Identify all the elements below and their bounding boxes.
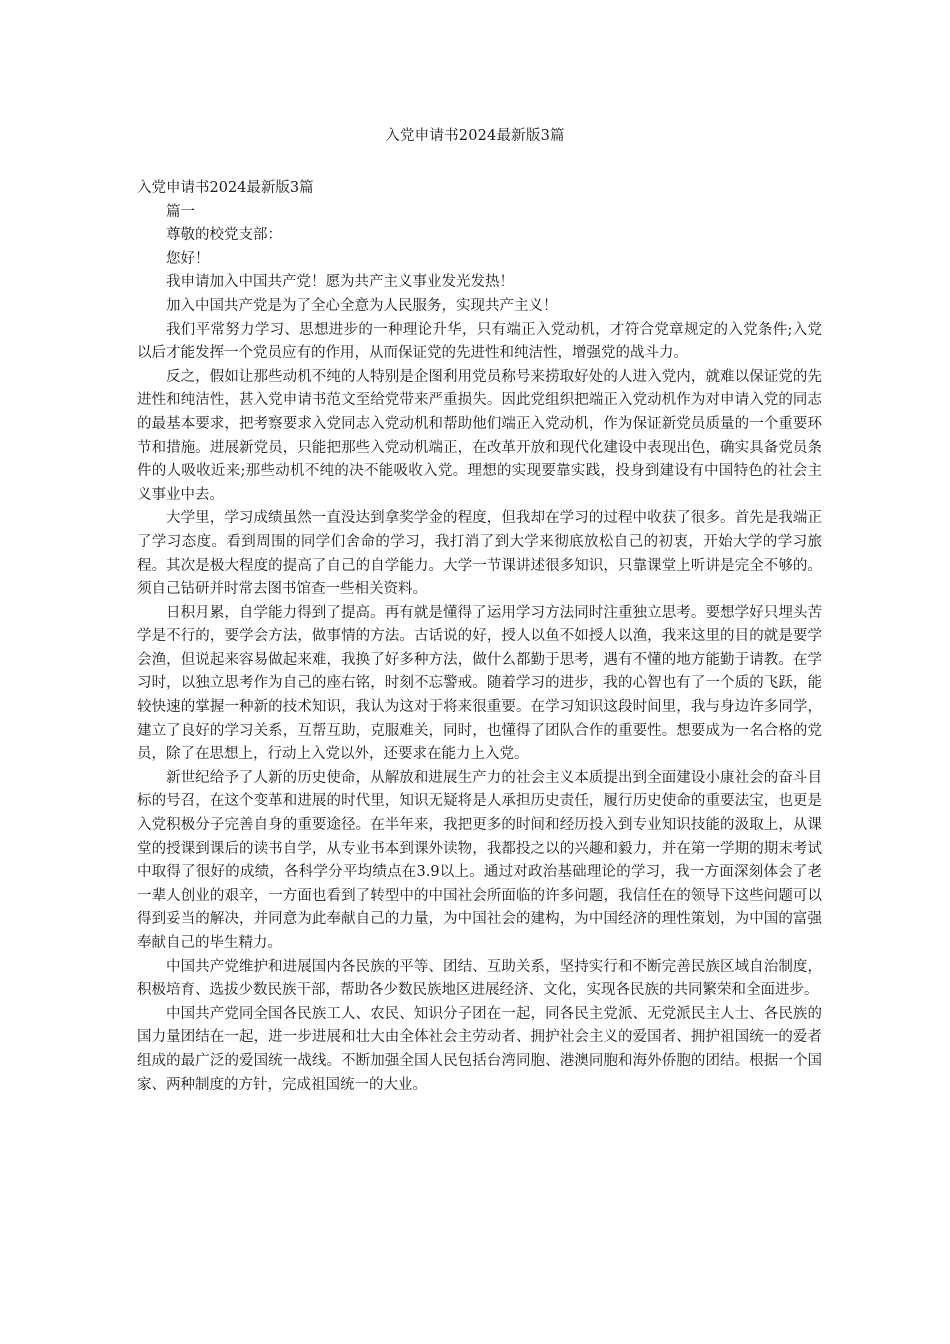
paragraph: 加入中国共产党是为了全心全意为人民服务，实现共产主义！ [166, 297, 558, 314]
salutation: 尊敬的校党支部： [166, 227, 282, 244]
paragraph: 反之，假如让那些动机不纯的人特别是企图利用党员称号来捞取好处的人进入党内，就难以保证党的先进性和纯洁性，甚入党申请书范文至给党带来严重损失。因此党组织把端正入党动机作为对申请入党的同志的最基本要求，把考察要求入党同志入党动机和帮助他们端正入党动机，作为保证新党员质量的一个重要环节和措施。进展新党员，只能把那些入党动机端正，在改革开放和现代化建设中表现出色，确实具备党员条件的人吸收近来;那些动机不纯的决不能吸收入党。理想的实现要靠实践，投身到建设有中国特色的社会主义事业中去。 [137, 368, 822, 503]
paragraph: 我们平常努力学习、思想进步的一种理论升华，只有端正入党动机，才符合党章规定的入党条件;入党以后才能发挥一个党员应有的作用，从而保证党的先进性和纯洁性，增强党的战斗力。 [137, 321, 822, 362]
paragraph: 我申请加入中国共产党！愿为共产主义事业发光发热！ [166, 274, 514, 291]
paragraph: 中国共产党同全国各民族工人、农民、知识分子团在一起，同各民主党派、无党派民主人士、各民族的国力量团结在一起，进一步进展和壮大由全体社会主劳动者、拥护社会主义的爱国者、拥护祖国统一的爱者组成的最广泛的爱国统一战线。不断加强全国人民包括台湾同胞、港澳同胞和海外侨胞的团结。根据一个国家、两种制度的方针，完成祖国统一的大业。 [137, 1005, 822, 1093]
paragraph: 中国共产党维护和进展国内各民族的平等、团结、互助关系，坚持实行和不断完善民族区域自治制度，积极培育、选拔少数民族干部，帮助各少数民族地区进展经济、文化，实现各民族的共同繁荣和全面进步。 [137, 958, 822, 999]
document-title: 入党申请书2024最新版3篇 [385, 128, 565, 144]
paragraph: 大学里，学习成绩虽然一直没达到拿奖学金的程度，但我却在学习的过程中收获了很多。首先是我端正了学习态度。看到周围的同学们舍命的学习，我打消了到大学来彻底放松自己的初衷，开始大学的学习旅程。其次是极大程度的提高了自己的自学能力。大学一节课讲述很多知识，只靠课堂上听讲是完全不够的。须自己钻研并时常去图书馆查一些相关资料。 [137, 510, 822, 598]
document-body [137, 177, 822, 1097]
paragraph: 日积月累，自学能力得到了提高。再有就是懂得了运用学习方法同时注重独立思考。要想学好只埋头苦学是不行的，要学会方法，做事情的方法。古话说的好，授人以鱼不如授人以渔，我来这里的目的就是要学会渔，但说起来容易做起来难，我换了好多种方法，做什么都勤于思考，遇有不懂的地方能勤于请教。在学习时，以独立思考作为自己的座右铭，时刻不忘警戒。随着学习的进步，我的心智也有了一个质的飞跃，能较快速的掌握一种新的技术知识，我认为这对于将来很重要。在学习知识这段时间里，我与身边许多同学，建立了良好的学习关系，互帮互助，克服难关，同时，也懂得了团队合作的重要性。想要成为一名合格的党员，除了在思想上，行动上入党以外，还要求在能力上入党。 [137, 604, 822, 763]
section-label: 篇一 [166, 203, 195, 220]
document-subtitle: 入党申请书2024最新版3篇 [137, 180, 314, 196]
greeting: 您好！ [166, 250, 210, 267]
paragraph: 新世纪给予了人新的历史使命，从解放和进展生产力的社会主义本质提出到全面建设小康社会的奋斗目标的号召，在这个变革和进展的时代里，知识无疑将是人承担历史责任，履行历史使命的重要法宝，也更是入党积极分子完善自身的重要途径。在半年来，我把更多的时间和经历投入到专业知识技能的汲取上，从课堂的授课到课后的读书自学，从专业书本到课外读物，我都投之以的兴趣和毅力，并在第一学期的期末考试中取得了很好的成绩，各科学分平均绩点在3.9以上。通过对政治基础理论的学习，我一方面深刻体会了老一辈人创业的艰辛，一方面也看到了转型中的中国社会所面临的许多问题，我信任在的领导下这些问题可以得到妥当的解决，并同意为此奉献自己的力量，为中国社会的建构，为中国经济的理性策划，为中国的富强奉献自己的毕生精力。 [137, 769, 822, 951]
